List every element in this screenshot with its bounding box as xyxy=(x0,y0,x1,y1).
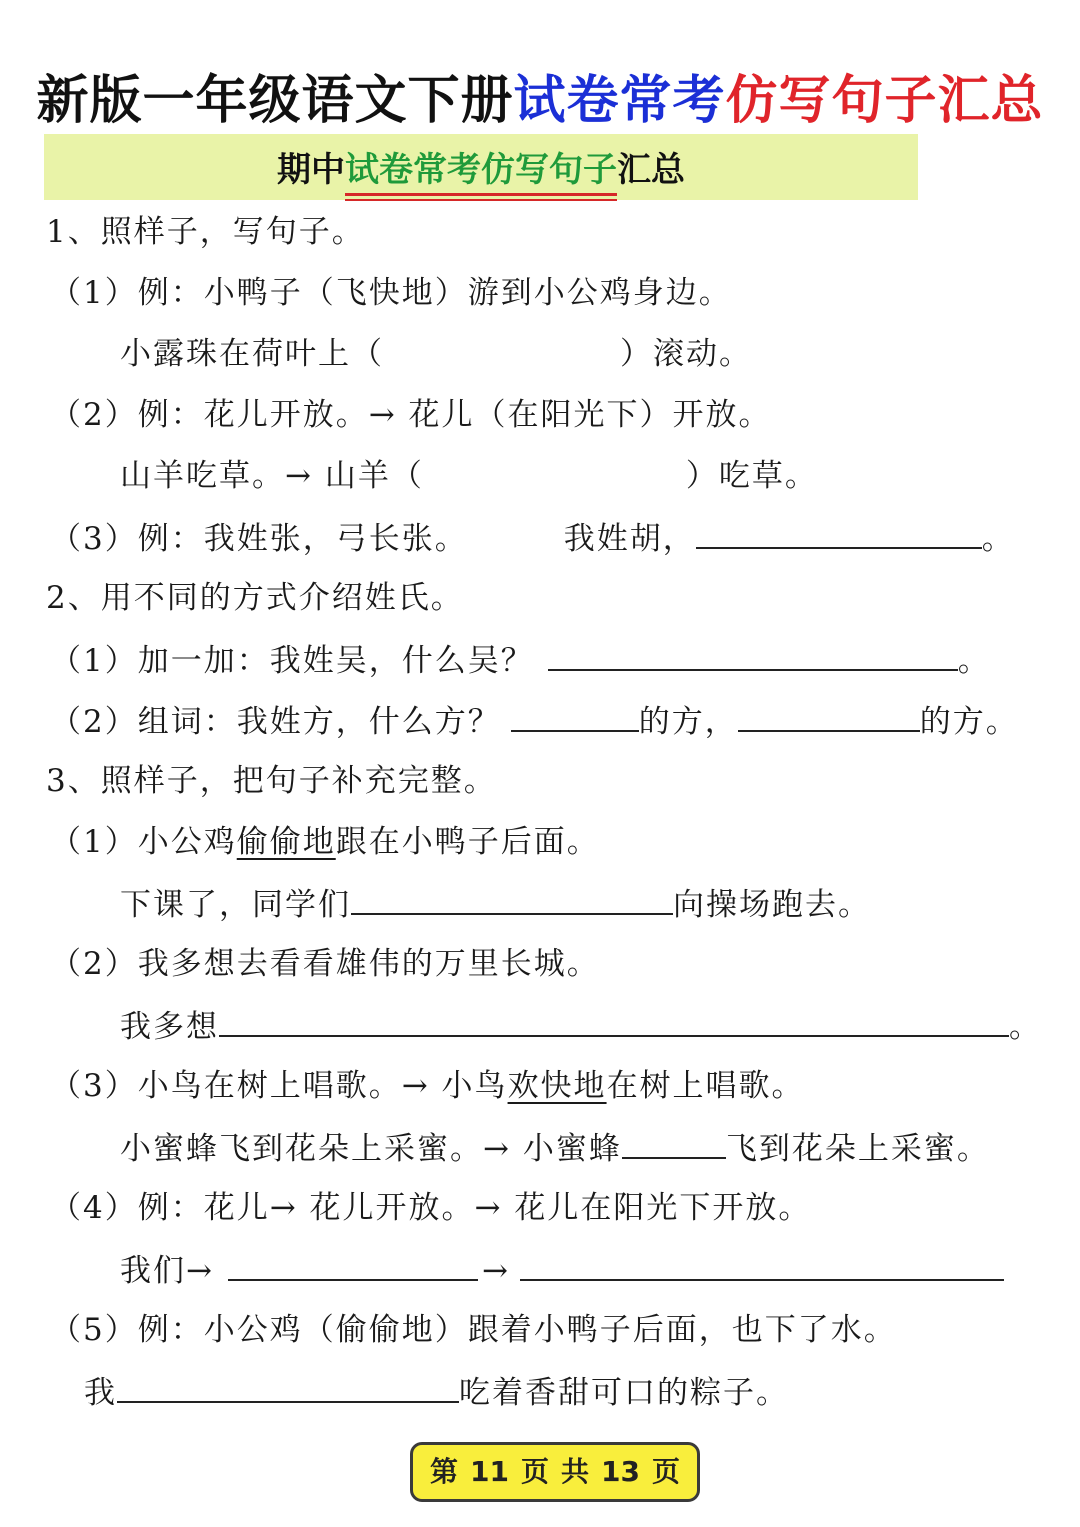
q3-item-3: （3）小鸟在树上唱歌。→ 小鸟欢快地在树上唱歌。 xyxy=(50,1068,805,1104)
q3-task-3: 小蜜蜂飞到花朵上采蜜。→ 小蜜蜂 飞到花朵上采蜜。 xyxy=(120,1127,990,1169)
q1-example-2: （2）例：花儿开放。→ 花儿（在阳光下）开放。 xyxy=(50,397,772,433)
answer-blank[interactable] xyxy=(548,639,958,671)
title-part-3: 仿写句子汇总 xyxy=(725,71,1044,131)
answer-blank[interactable] xyxy=(219,1005,1009,1037)
q1-task-1: 小露珠在荷叶上（ ）滚动。 xyxy=(120,336,752,372)
q2-item-2: （2）组词：我姓方，什么方？ 的方， 的方。 xyxy=(50,700,1019,742)
answer-blank[interactable] xyxy=(696,517,982,549)
subtitle xyxy=(44,142,918,196)
q3-task-1: 下课了，同学们 向操场跑去。 xyxy=(120,883,871,925)
page-indicator: 第 11 页 共 13 页 xyxy=(410,1442,700,1502)
answer-blank[interactable] xyxy=(511,700,639,732)
q1-example-3: （3）例：我姓张，弓长张。 我姓胡， 。 xyxy=(50,517,1015,559)
q2-item-1: （1）加一加：我姓吴，什么吴？ 。 xyxy=(50,639,991,681)
q3-heading: 3、照样子，把句子补充完整。 xyxy=(46,763,497,799)
answer-blank[interactable] xyxy=(520,1249,1004,1281)
q3-item-2: （2）我多想去看看雄伟的万里长城。 xyxy=(50,946,600,982)
q3-item-4: （4）例：花儿→ 花儿开放。→ 花儿在阳光下开放。 xyxy=(50,1190,812,1226)
page-title xyxy=(0,58,1080,133)
title-part-1: 新版一年级语文下册 xyxy=(36,71,514,131)
q3-task-2: 我多想 。 xyxy=(120,1005,1042,1047)
subtitle-part-1: 期中 xyxy=(277,150,345,190)
q1-heading: 1、照样子，写句子。 xyxy=(46,214,365,250)
answer-blank[interactable] xyxy=(738,700,920,732)
q3-item-1: （1）小公鸡偷偷地跟在小鸭子后面。 xyxy=(50,824,600,860)
q1-task-2: 山羊吃草。→ 山羊（ ）吃草。 xyxy=(120,458,818,494)
q3-task-5: 我 吃着香甜可口的粽子。 xyxy=(84,1371,789,1413)
answer-blank[interactable] xyxy=(351,883,673,915)
title-part-2: 试卷常考 xyxy=(513,71,726,131)
subtitle-part-2: 试卷常考仿写句子 xyxy=(345,142,617,196)
q3-task-4: 我们→ → xyxy=(120,1249,1004,1291)
q2-heading: 2、用不同的方式介绍姓氏。 xyxy=(46,580,464,616)
answer-blank[interactable] xyxy=(622,1127,726,1159)
answer-blank[interactable] xyxy=(228,1249,478,1281)
q1-example-1: （1）例：小鸭子（飞快地）游到小公鸡身边。 xyxy=(50,275,732,311)
answer-blank[interactable] xyxy=(117,1371,459,1403)
q3-item-5: （5）例：小公鸡（偷偷地）跟着小鸭子后面，也下了水。 xyxy=(50,1312,897,1348)
subtitle-part-3: 汇总 xyxy=(617,150,685,190)
